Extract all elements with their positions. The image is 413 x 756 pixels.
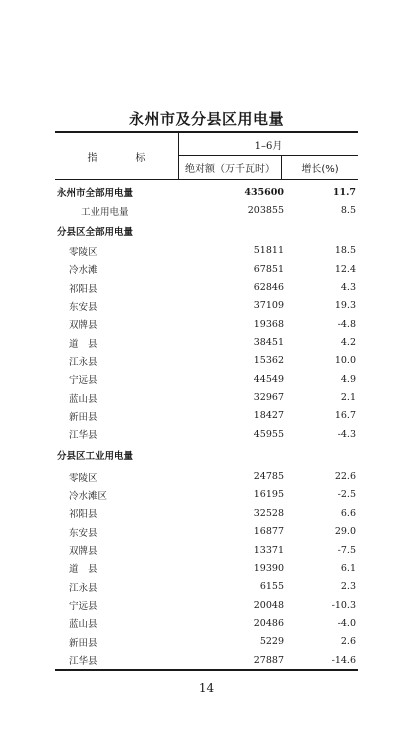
row-value: 38451	[253, 337, 284, 349]
row-name: 宁远县	[69, 375, 98, 387]
indicator-header: 指 标	[87, 152, 160, 164]
row-name: 蓝山县	[69, 619, 98, 631]
row-name: 江永县	[69, 582, 98, 594]
page-number: 14	[198, 681, 215, 695]
electricity-table	[55, 131, 358, 671]
row-value: 5229	[259, 636, 284, 648]
row-value: 32967	[253, 392, 284, 404]
row-growth: 6.1	[340, 562, 356, 574]
row-growth: 11.7	[332, 186, 356, 198]
row-growth: -4.0	[337, 617, 356, 629]
row-name: 蓝山县	[69, 393, 98, 405]
row-growth: 4.3	[340, 282, 356, 294]
table-row	[55, 370, 358, 388]
table-row	[55, 504, 358, 522]
section-title: 分县区工业用电量	[57, 451, 134, 463]
row-value: 19368	[253, 318, 284, 330]
table-row	[55, 260, 358, 278]
row-name: 永州市全部用电量	[57, 188, 134, 200]
row-value: 16195	[253, 489, 284, 501]
row-value: 6155	[259, 581, 284, 593]
row-growth: 2.6	[340, 636, 356, 648]
row-name: 双牌县	[69, 546, 98, 558]
section-all-consumption	[55, 242, 358, 444]
table-row	[55, 407, 358, 425]
row-growth: 10.0	[334, 355, 356, 367]
row-value: 20486	[253, 617, 284, 629]
row-name: 零陵区	[69, 246, 98, 258]
row-name: 东安县	[69, 301, 98, 313]
table-row	[55, 242, 358, 260]
row-name: 江华县	[69, 430, 98, 442]
row-value: 18427	[253, 410, 284, 422]
row-name: 祁阳县	[69, 283, 98, 295]
row-value: 37109	[253, 300, 284, 312]
row-growth: 12.4	[334, 263, 356, 275]
row-value: 13371	[253, 544, 284, 556]
row-name: 江华县	[69, 656, 98, 668]
total-row	[55, 183, 358, 201]
section-industrial-consumption	[55, 467, 358, 669]
row-name: 新田县	[69, 411, 98, 423]
row-growth: 29.0	[334, 526, 356, 538]
growth-header: 增长(%)	[301, 163, 339, 175]
row-growth: -7.5	[337, 544, 356, 556]
row-value: 45955	[253, 428, 284, 440]
row-value: 32528	[253, 507, 284, 519]
table-bottom-rule	[55, 669, 358, 671]
table-row	[55, 333, 358, 351]
row-value: 27887	[253, 654, 284, 666]
page-title: 永州市及分县区用电量	[128, 110, 284, 128]
row-name: 冷水滩	[69, 265, 98, 277]
row-growth: 18.5	[334, 245, 356, 257]
row-value: 435600	[244, 186, 284, 198]
row-growth: 22.6	[334, 471, 356, 483]
table-row	[55, 278, 358, 296]
table-row	[55, 541, 358, 559]
table-row	[55, 425, 358, 443]
row-value: 51811	[253, 245, 284, 257]
table-row	[55, 614, 358, 632]
table-row	[55, 523, 358, 541]
section-heading	[55, 220, 358, 242]
row-name: 祁阳县	[69, 509, 98, 521]
row-growth: 16.7	[334, 410, 356, 422]
table-row	[55, 297, 358, 315]
row-name: 道 县	[69, 564, 98, 576]
row-value: 67851	[253, 263, 284, 275]
table-row	[55, 467, 358, 485]
absolute-value-header: 绝对额（万千瓦时）	[185, 163, 275, 175]
row-growth: 8.5	[340, 205, 356, 217]
table-row	[55, 633, 358, 651]
row-value: 62846	[253, 282, 284, 294]
row-value: 20048	[253, 599, 284, 611]
row-name: 零陵区	[69, 472, 98, 484]
section-title: 分县区全部用电量	[57, 226, 134, 238]
row-name: 宁远县	[69, 601, 98, 613]
industrial-row	[55, 201, 358, 219]
row-name: 工业用电量	[81, 206, 129, 218]
table-row	[55, 651, 358, 669]
row-name: 道 县	[69, 338, 98, 350]
table-row	[55, 315, 358, 333]
row-growth: 4.2	[340, 337, 356, 349]
row-name: 双牌县	[69, 320, 98, 332]
table-row	[55, 388, 358, 406]
period-header: 1–6月	[179, 133, 358, 156]
row-value: 24785	[253, 471, 284, 483]
table-row	[55, 578, 358, 596]
row-value: 15362	[253, 355, 284, 367]
row-growth: 2.1	[340, 392, 356, 404]
row-value: 203855	[247, 205, 284, 217]
row-growth: -4.3	[337, 428, 356, 440]
row-growth: -10.3	[331, 599, 356, 611]
table-row	[55, 596, 358, 614]
row-name: 冷水滩区	[69, 490, 108, 502]
row-name: 东安县	[69, 527, 98, 539]
table-row	[55, 559, 358, 577]
section-heading	[55, 443, 358, 467]
row-growth: 2.3	[340, 581, 356, 593]
row-name: 江永县	[69, 356, 98, 368]
row-value: 44549	[253, 373, 284, 385]
row-growth: 6.6	[340, 507, 356, 519]
table-header	[55, 133, 358, 179]
table-row	[55, 486, 358, 504]
table-row	[55, 352, 358, 370]
row-value: 19390	[253, 562, 284, 574]
row-growth: -14.6	[331, 654, 356, 666]
row-growth: -2.5	[337, 489, 356, 501]
row-growth: -4.8	[337, 318, 356, 330]
row-name: 新田县	[69, 637, 98, 649]
row-value: 16877	[253, 526, 284, 538]
row-growth: 4.9	[340, 373, 356, 385]
row-growth: 19.3	[334, 300, 356, 312]
